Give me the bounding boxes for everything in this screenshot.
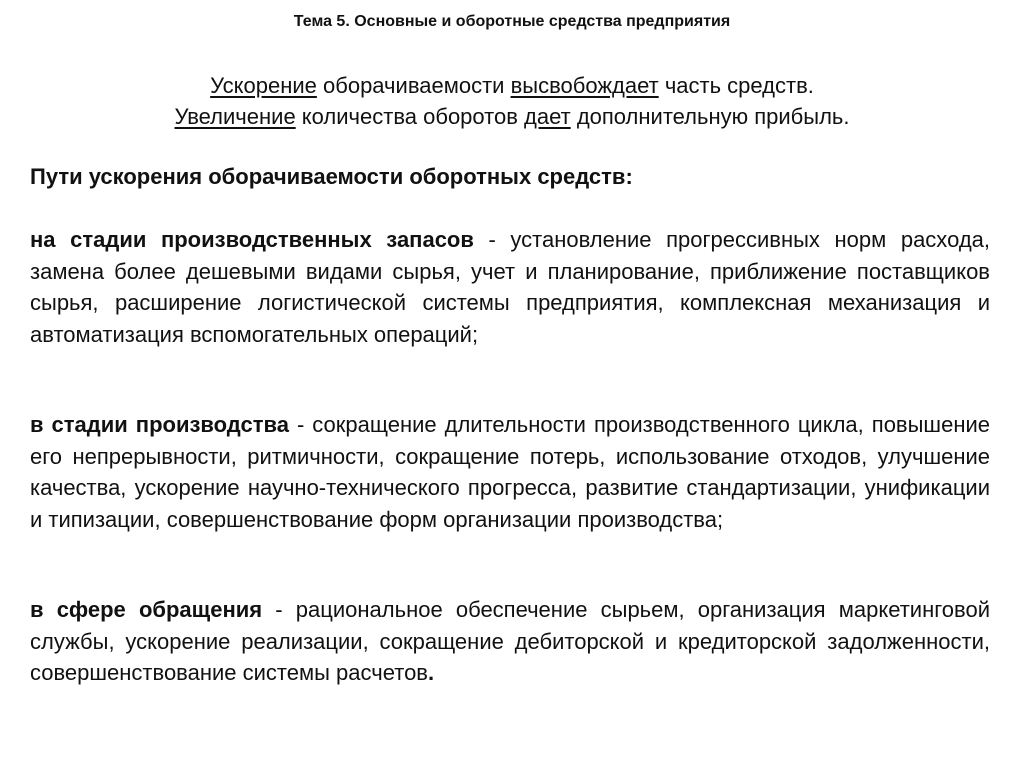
- paragraph-stock-lead: на стадии производственных запасов: [30, 227, 474, 252]
- paragraph-circulation-body: - рациональное обеспечение сырьем, организация маркетинговой службы, ускорение реализации, сокращение дебиторской и кредиторской задолженности, совершенствование системы расчетов: [30, 597, 990, 685]
- intro-text-part-of-funds: часть средств.: [658, 73, 814, 98]
- intro-line-acceleration: [0, 70, 1024, 101]
- slide-header-title: Тема 5. Основные и оборотные средства предприятия: [293, 13, 731, 30]
- intro-statements: [0, 70, 1024, 132]
- paragraph-production-stage: [30, 409, 990, 535]
- section-heading-text: Пути ускорения оборачиваемости оборотных средств: [30, 164, 626, 189]
- paragraph-production-body: - сокращение длительности производственного цикла, повышение его непрерывности, ритмичности, сокращение потерь, использование отходов, улучшение качества, ускорение научно-технического прогресса, развитие стандартизации, унификации и типизации, совершенствование форм организации производства;: [30, 412, 990, 532]
- intro-text-number-of-turns: количества оборотов: [295, 104, 525, 129]
- intro-line-increase: [0, 101, 1024, 132]
- intro-text-additional-profit: дополнительную прибыль.: [570, 104, 850, 129]
- paragraph-circulation-lead: в сфере обращения: [30, 597, 263, 622]
- intro-word-acceleration: Ускорение: [210, 73, 317, 98]
- section-heading: [30, 161, 994, 192]
- paragraph-circulation-end: .: [428, 660, 435, 685]
- paragraph-stock-stage: [30, 224, 990, 350]
- intro-text-turnover: оборачиваемости: [316, 73, 511, 98]
- paragraph-production-lead: в стадии производства: [30, 412, 289, 437]
- intro-word-gives: дает: [524, 104, 571, 129]
- paragraph-stock-body: - установление прогрессивных норм расхода, замена более дешевыми видами сырья, учет и планирование, приближение поставщиков сырья, расширение логистической системы предприятия, комплексная механизация и автоматизация вспомогательных операций;: [30, 227, 991, 347]
- intro-word-releases: высвобождает: [510, 73, 659, 98]
- paragraph-circulation-sphere: [30, 594, 990, 689]
- intro-word-increase: Увеличение: [174, 104, 296, 129]
- section-heading-colon: :: [625, 164, 633, 189]
